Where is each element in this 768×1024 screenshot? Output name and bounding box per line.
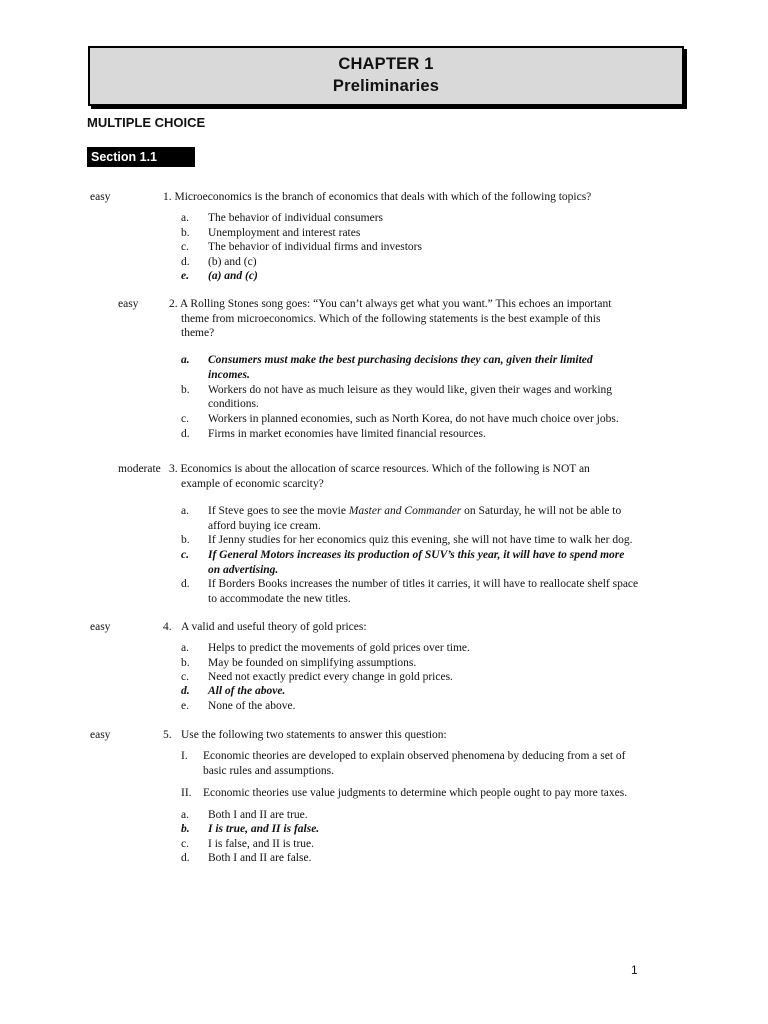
question-number: 5.	[163, 729, 172, 741]
difficulty-label: easy	[90, 621, 111, 633]
chapter-number: CHAPTER 1	[338, 55, 434, 73]
question-stem-line3: theme?	[181, 327, 215, 339]
multiple-choice-heading: MULTIPLE CHOICE	[87, 115, 206, 130]
chapter-title: Preliminaries	[332, 77, 440, 95]
difficulty-label: easy	[90, 191, 111, 203]
section-tag: Section 1.1	[87, 147, 195, 167]
question-stem-line2: example of economic scarcity?	[181, 477, 324, 490]
question-stem: Use the following two statements to answer this question:	[181, 729, 447, 741]
page-number: 1	[631, 963, 638, 977]
chapter-title-box	[88, 46, 684, 106]
difficulty-label: moderate	[118, 463, 161, 475]
difficulty-label: easy	[118, 298, 139, 310]
question-stem-line1: 3. Economics is about the allocation of scarce resources. Which of the following is NOT an	[169, 463, 590, 475]
question-stem: 1. Microeconomics is the branch of economics that deals with which of the following topics?	[163, 191, 592, 203]
movie-title: Master and Commander	[348, 505, 462, 517]
difficulty-label: easy	[90, 729, 111, 741]
question-number: 4.	[163, 621, 172, 633]
question-stem-line2: theme from microeconomics. Which of the following statements is the best example of this	[181, 312, 601, 325]
question-stem: A valid and useful theory of gold prices:	[181, 621, 367, 633]
question-stem-line1: 2. A Rolling Stones song goes: “You can’t always get what you want.” This echoes an important	[169, 298, 612, 310]
